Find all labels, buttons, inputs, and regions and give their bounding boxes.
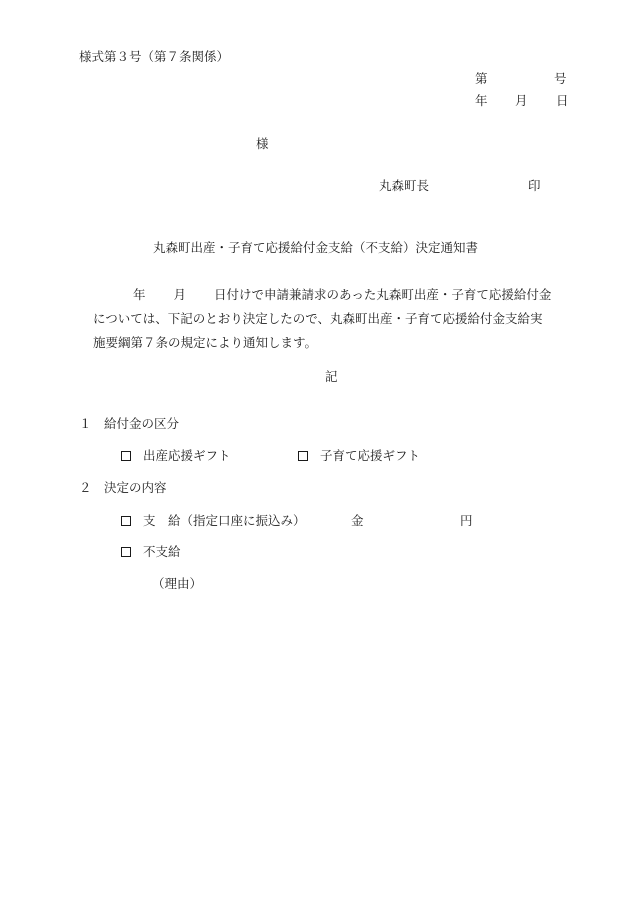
checkbox-childcare-gift[interactable] (298, 451, 308, 461)
amount-label: 金 (351, 513, 364, 528)
payment-label: 支 給（指定口座に振込み） (143, 513, 306, 528)
body-line-2: については、下記のとおり決定したので、丸森町出産・子育て応援給付金支給実 (93, 311, 543, 326)
doc-number-go: 号 (554, 71, 567, 86)
date-month: 月 (515, 93, 528, 108)
section1-heading: １ 給付金の区分 (79, 416, 180, 431)
option-payment[interactable] (121, 513, 306, 529)
body-year: 年 (133, 287, 146, 302)
body-paragraph (93, 283, 593, 355)
ki-heading: 記 (325, 369, 338, 384)
checkbox-payment[interactable] (121, 516, 131, 526)
option-birth-gift-label: 出産応援ギフト (143, 448, 231, 463)
option-childcare-gift-label: 子育て応援ギフト (320, 448, 421, 463)
form-number: 様式第３号（第７条関係） (79, 49, 230, 64)
addressee-honorific: 様 (256, 136, 269, 151)
document-title: 丸森町出産・子育て応援給付金支給（不支給）決定通知書 (153, 240, 479, 255)
doc-number-dai: 第 (475, 71, 488, 86)
body-month: 月 (173, 287, 187, 302)
non-payment-label: 不支給 (143, 544, 181, 559)
currency-label: 円 (460, 513, 473, 528)
body-line-1-rest: 日付けで申請兼請求のあった丸森町出産・子育て応援給付金 (214, 287, 552, 302)
body-line-3: 施要綱第７条の規定により通知します。 (93, 335, 318, 350)
checkbox-birth-gift[interactable] (121, 451, 131, 461)
checkbox-non-payment[interactable] (121, 547, 131, 557)
option-birth-gift[interactable] (121, 448, 231, 464)
reason-label: （理由） (152, 576, 203, 591)
date-day: 日 (556, 93, 569, 108)
option-childcare-gift[interactable] (298, 448, 420, 464)
section2-heading: ２ 決定の内容 (79, 480, 167, 495)
issuer-name: 丸森町長 (379, 178, 430, 193)
issuer-seal: 印 (528, 178, 541, 193)
option-non-payment[interactable] (121, 544, 181, 560)
date-year: 年 (475, 93, 488, 108)
body-line-1 (93, 283, 593, 307)
